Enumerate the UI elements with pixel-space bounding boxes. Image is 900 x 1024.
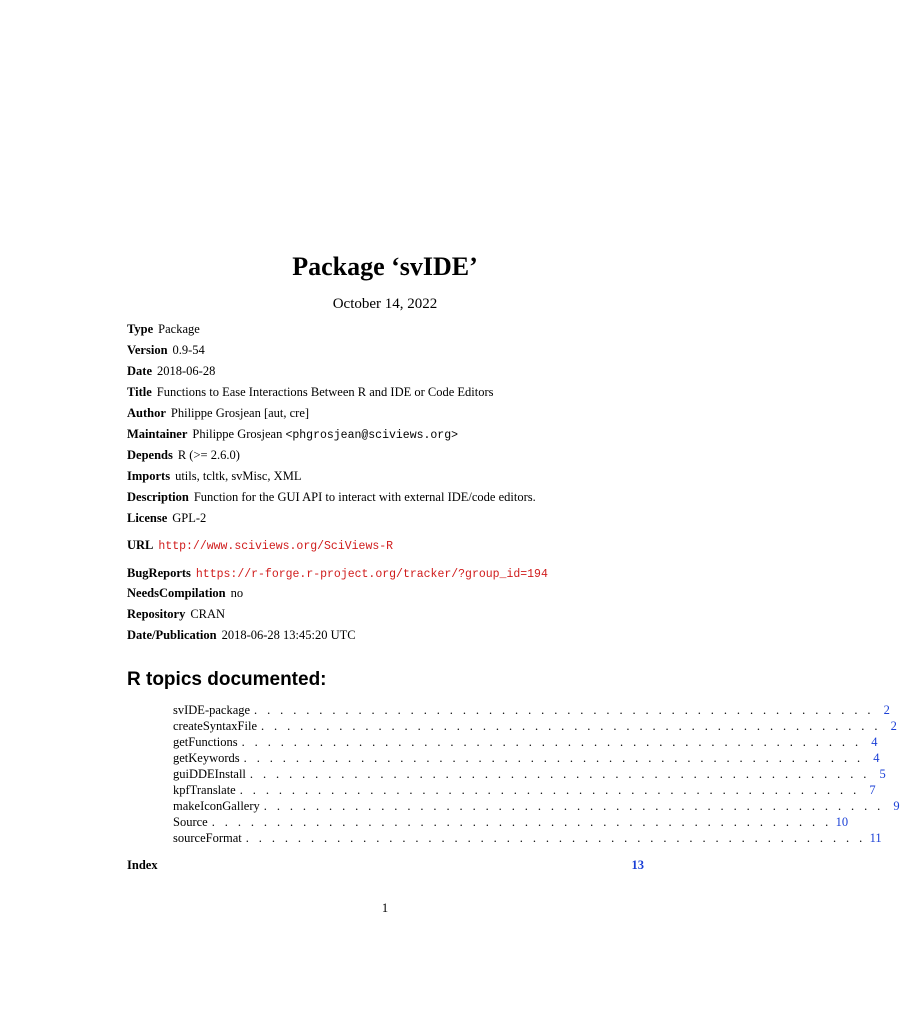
field-value: CRAN — [190, 607, 226, 621]
field-key: Depends — [127, 448, 173, 462]
field-url — [127, 538, 393, 553]
toc-page[interactable]: 2 — [890, 719, 897, 733]
toc-row[interactable]: kpfTranslate . . . . . . . . . . . . . . . . . . . . . . . . . . . . . . . . . . . . . . . . . . . . . . . . 7 — [173, 783, 876, 797]
field-depends — [127, 448, 240, 463]
toc-row[interactable]: guiDDEInstall . . . . . . . . . . . . . . . . . . . . . . . . . . . . . . . . . . . . . . . . . . . . . . . . 5 — [173, 767, 886, 781]
toc-page[interactable]: 9 — [893, 799, 900, 813]
index-label: Index — [127, 858, 158, 872]
field-key: URL — [127, 538, 154, 552]
toc-topic: makeIconGallery — [173, 799, 260, 813]
maintainer-email: <phgrosjean@sciviews.org> — [285, 429, 458, 442]
field-value: Philippe Grosjean — [192, 427, 283, 441]
toc-page[interactable]: 5 — [879, 767, 886, 781]
field-key: Type — [127, 322, 154, 336]
field-bugreports — [127, 566, 548, 581]
toc-page[interactable]: 10 — [835, 815, 849, 829]
field-key: Imports — [127, 469, 171, 483]
bugreports-link[interactable]: https://r-forge.r-project.org/tracker/?group_id=194 — [195, 568, 548, 581]
field-type — [127, 322, 200, 337]
field-key: Maintainer — [127, 427, 188, 441]
index-page[interactable]: 13 — [631, 858, 644, 872]
toc-row[interactable]: makeIconGallery . . . . . . . . . . . . . . . . . . . . . . . . . . . . . . . . . . . . . . . . . . . . . . . . 9 — [173, 799, 900, 813]
field-key: Version — [127, 343, 168, 357]
index-entry[interactable] — [127, 858, 644, 873]
toc-topic: createSyntaxFile — [173, 719, 257, 733]
field-key: NeedsCompilation — [127, 586, 226, 600]
field-version — [127, 343, 205, 358]
field-date-publication — [127, 628, 356, 643]
field-key: Title — [127, 385, 152, 399]
toc-topic: sourceFormat — [173, 831, 242, 845]
field-value: Package — [158, 322, 200, 336]
toc-page[interactable]: 2 — [883, 703, 890, 717]
document-date: October 14, 2022 — [332, 296, 438, 312]
field-needscompilation — [127, 586, 243, 601]
toc-page[interactable]: 4 — [873, 751, 880, 765]
field-imports — [127, 469, 301, 484]
toc-page[interactable]: 4 — [871, 735, 878, 749]
toc-page[interactable]: 11 — [869, 831, 882, 845]
toc-row[interactable]: sourceFormat . . . . . . . . . . . . . . . . . . . . . . . . . . . . . . . . . . . . . . . . . . . . . . . . 11 — [173, 831, 882, 845]
toc-topic: getFunctions — [173, 735, 238, 749]
field-title — [127, 385, 494, 400]
toc-heading: R topics documented: — [127, 669, 327, 690]
field-key: Date — [127, 364, 152, 378]
toc-row[interactable]: svIDE-package . . . . . . . . . . . . . . . . . . . . . . . . . . . . . . . . . . . . . . . . . . . . . . . . 2 — [173, 703, 890, 717]
field-key: Author — [127, 406, 166, 420]
field-value: 0.9-54 — [172, 343, 205, 357]
field-key: Repository — [127, 607, 186, 621]
package-title: Package ‘svIDE’ — [292, 252, 478, 281]
toc-page[interactable]: 7 — [869, 783, 876, 797]
toc-topic: Source — [173, 815, 208, 829]
field-license — [127, 511, 206, 526]
field-key: License — [127, 511, 168, 525]
toc-row[interactable]: createSyntaxFile . . . . . . . . . . . . . . . . . . . . . . . . . . . . . . . . . . . . . . . . . . . . . . . . 2 — [173, 719, 897, 733]
field-key: Date/Publication — [127, 628, 217, 642]
field-date — [127, 364, 215, 379]
field-author — [127, 406, 309, 421]
field-repository — [127, 607, 225, 622]
field-value: 2018-06-28 — [157, 364, 216, 378]
field-value: Functions to Ease Interactions Between R and IDE or Code Editors — [156, 385, 494, 399]
field-value: no — [230, 586, 244, 600]
field-value: Function for the GUI API to interact with external IDE/code editors. — [193, 490, 536, 504]
field-value: 2018-06-28 13:45:20 UTC — [221, 628, 356, 642]
toc-topic: guiDDEInstall — [173, 767, 246, 781]
toc-row[interactable]: getFunctions . . . . . . . . . . . . . . . . . . . . . . . . . . . . . . . . . . . . . . . . . . . . . . . . 4 — [173, 735, 878, 749]
toc-topic: svIDE-package — [173, 703, 251, 717]
url-link[interactable]: http://www.sciviews.org/SciViews-R — [158, 540, 394, 553]
field-key: BugReports — [127, 566, 191, 580]
toc-row[interactable]: Source . . . . . . . . . . . . . . . . . . . . . . . . . . . . . . . . . . . . . . . . . . . . . . . . 10 — [173, 815, 849, 829]
field-value: GPL-2 — [172, 511, 207, 525]
field-key: Description — [127, 490, 189, 504]
field-description — [127, 490, 536, 505]
toc-topic: getKeywords — [173, 751, 240, 765]
toc-topic: kpfTranslate — [173, 783, 236, 797]
field-value: R (>= 2.6.0) — [177, 448, 240, 462]
page-number: 1 — [381, 901, 389, 915]
field-value: Philippe Grosjean [aut, cre] — [170, 406, 310, 420]
field-maintainer — [127, 427, 458, 442]
toc-row[interactable]: getKeywords . . . . . . . . . . . . . . . . . . . . . . . . . . . . . . . . . . . . . . . . . . . . . . . . 4 — [173, 751, 880, 765]
field-value: utils, tcltk, svMisc, XML — [175, 469, 302, 483]
